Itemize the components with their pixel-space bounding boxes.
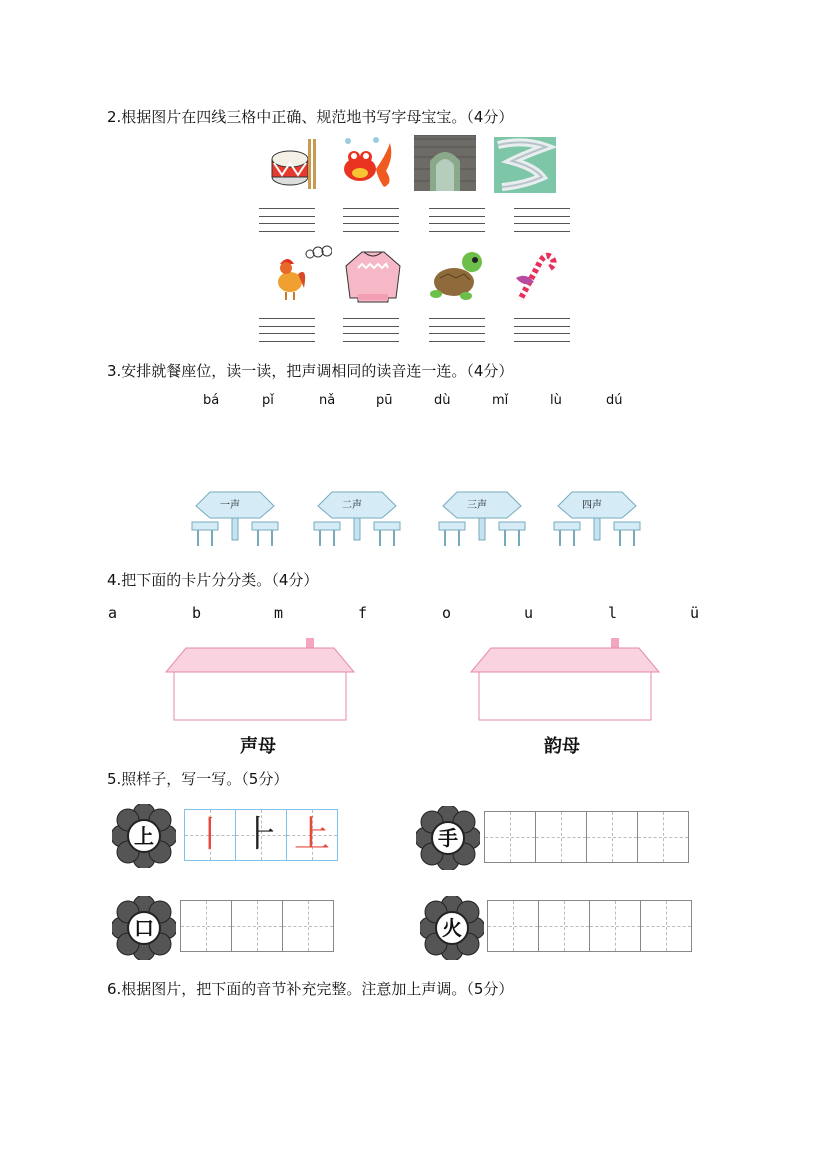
dining-table-tone-4[interactable] <box>552 488 642 550</box>
pinyin-card[interactable]: pǐ <box>262 393 274 408</box>
flower-char-badge <box>416 806 480 870</box>
dining-table-tone-1[interactable] <box>190 488 280 550</box>
letter-card[interactable]: a <box>108 604 118 622</box>
goldfish-icon <box>340 135 402 191</box>
stroke-step: ⺊ <box>242 814 279 855</box>
drum-icon <box>266 135 328 191</box>
question-5-title: 5.照样子，写一写。（5分） <box>107 770 289 788</box>
flower-char-badge <box>112 896 176 960</box>
letter-card[interactable]: m <box>274 604 284 622</box>
flower-char: 火 <box>442 916 462 940</box>
letter-card[interactable]: l <box>608 604 618 622</box>
four-line-grid[interactable] <box>259 208 315 232</box>
writing-grid[interactable] <box>487 900 692 952</box>
pinyin-card[interactable]: pū <box>376 393 393 408</box>
four-line-grid[interactable] <box>259 318 315 342</box>
table-label: 二声 <box>342 500 362 511</box>
flower-char: 上 <box>134 824 154 848</box>
letter-card[interactable]: b <box>192 604 202 622</box>
house-shengmu[interactable] <box>164 636 356 726</box>
pinyin-card[interactable]: dù <box>434 393 451 408</box>
letter-card[interactable]: ü <box>690 604 700 622</box>
stroke-step: 丨 <box>191 814 228 855</box>
writing-grid[interactable] <box>484 811 689 863</box>
question-6-title: 6.根据图片，把下面的音节补充完整。注意加上声调。（5分） <box>107 980 514 998</box>
four-line-grid[interactable] <box>343 318 399 342</box>
flower-char: 口 <box>134 916 154 940</box>
four-line-grid[interactable] <box>429 208 485 232</box>
writing-grid-example <box>184 809 338 861</box>
pinyin-card[interactable]: mǐ <box>492 393 509 408</box>
stroke-step: 上 <box>293 814 330 855</box>
house-label: 声母 <box>240 736 276 757</box>
flower-char: 手 <box>438 826 458 850</box>
pinyin-card[interactable]: nǎ <box>319 393 336 408</box>
house-yunmu[interactable] <box>469 636 661 726</box>
question-2-title: 2.根据图片在四线三格中正确、规范地书写字母宝宝。（4分） <box>107 108 514 126</box>
question-3-title: 3.安排就餐座位，读一读，把声调相同的读音连一连。（4分） <box>107 362 514 380</box>
sweater-icon <box>342 248 404 304</box>
flower-char-badge <box>112 804 176 868</box>
writing-grid[interactable] <box>180 900 334 952</box>
four-line-grid[interactable] <box>514 208 570 232</box>
rooster-icon <box>270 244 332 300</box>
letter-card[interactable]: f <box>358 604 368 622</box>
pinyin-card[interactable]: lù <box>550 393 562 408</box>
table-label: 一声 <box>220 500 240 511</box>
four-line-grid[interactable] <box>514 318 570 342</box>
question-4-title: 4.把下面的卡片分分类。（4分） <box>107 571 319 589</box>
flower-char-badge <box>420 896 484 960</box>
turtle-icon <box>426 248 488 304</box>
pinyin-card[interactable]: dú <box>606 393 623 408</box>
letter-card[interactable]: o <box>442 604 452 622</box>
letter-card[interactable]: u <box>524 604 534 622</box>
house-label: 韵母 <box>544 736 580 757</box>
four-line-grid[interactable] <box>429 318 485 342</box>
four-line-grid[interactable] <box>343 208 399 232</box>
table-label: 四声 <box>582 500 602 511</box>
candy-cane-icon <box>506 248 568 304</box>
dining-table-tone-2[interactable] <box>312 488 402 550</box>
tunnel-icon <box>414 135 476 191</box>
pinyin-card[interactable]: bá <box>203 393 220 408</box>
river-icon <box>494 137 556 193</box>
dining-table-tone-3[interactable] <box>437 488 527 550</box>
table-label: 三声 <box>467 500 487 511</box>
